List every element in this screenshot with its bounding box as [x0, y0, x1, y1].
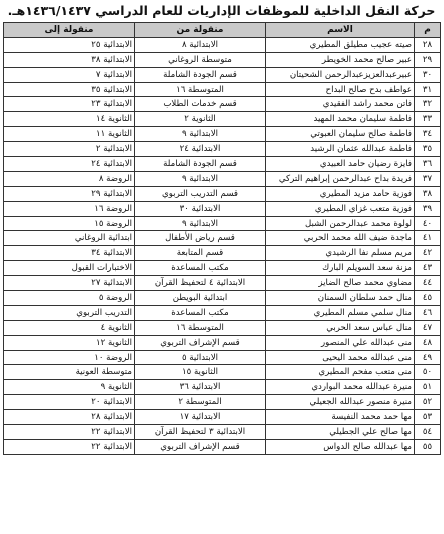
employee-name: مزنة سعد السويلم البارك: [266, 261, 415, 276]
transferred-from: مكتب المساعدة: [135, 305, 266, 320]
row-number: ٢٨: [415, 37, 441, 52]
row-number: ٥٤: [415, 425, 441, 440]
transferred-from: ابتدائية البويطن: [135, 291, 266, 306]
transferred-from: قسم التدريب التربوي: [135, 186, 266, 201]
table-row: [4, 410, 441, 425]
transferred-to: الابتدائية ٢: [4, 142, 135, 157]
transferred-from: قسم رياض الأطفال: [135, 231, 266, 246]
employee-name: عبير صالح محمد الخويطر: [266, 52, 415, 67]
table-row: [4, 320, 441, 335]
transferred-to: الابتدائية ٣٨: [4, 52, 135, 67]
row-number: ٥٢: [415, 395, 441, 410]
transferred-from: الابتدائية ٨: [135, 37, 266, 52]
transferred-to: الابتدائية ٢٢: [4, 439, 135, 454]
employee-name: منيرة عبدالله محمد البواردي: [266, 380, 415, 395]
row-number: ٢٩: [415, 52, 441, 67]
table-row: [4, 127, 441, 142]
transferred-from: المتوسطة ١٦: [135, 82, 266, 97]
row-number: ٤٢: [415, 246, 441, 261]
employee-name: فاطمة سليمان محمد المهيد: [266, 112, 415, 127]
transferred-from: مكتب المساعدة: [135, 261, 266, 276]
row-number: ٤٩: [415, 350, 441, 365]
employee-name: فاطمة عبدالله عثمان الرشيد: [266, 142, 415, 157]
transferred-to: الروضة ١٥: [4, 216, 135, 231]
row-number: ٤٧: [415, 320, 441, 335]
transferred-from: قسم المتابعة: [135, 246, 266, 261]
transfer-table: [3, 22, 441, 455]
table-row: [4, 261, 441, 276]
table-row: [4, 112, 441, 127]
row-number: ٣٢: [415, 97, 441, 112]
row-number: ٤٤: [415, 276, 441, 291]
transferred-to: الثانوية ١١: [4, 127, 135, 142]
transferred-to: الابتدائية ٢٩: [4, 186, 135, 201]
row-number: ٥٥: [415, 439, 441, 454]
transferred-from: متوسطة الروغاني: [135, 52, 266, 67]
transferred-from: الابتدائية ٥: [135, 350, 266, 365]
row-number: ٣٨: [415, 186, 441, 201]
row-number: ٤٦: [415, 305, 441, 320]
row-number: ٥١: [415, 380, 441, 395]
employee-name: فايزة رضيان حامد العبيدي: [266, 157, 415, 172]
table-row: [4, 246, 441, 261]
table-row: [4, 142, 441, 157]
transferred-from: قسم الجودة الشاملة: [135, 157, 266, 172]
row-number: ٣٩: [415, 201, 441, 216]
employee-name: مها صالح علي الجطيلي: [266, 425, 415, 440]
table-row: [4, 37, 441, 52]
transferred-from: المتوسطة ٢: [135, 395, 266, 410]
transferred-to: الروضة ٨: [4, 171, 135, 186]
transferred-to: الابتدائية ٢٠: [4, 395, 135, 410]
row-number: ٤٥: [415, 291, 441, 306]
table-row: [4, 82, 441, 97]
row-number: ٤١: [415, 231, 441, 246]
table-row: [4, 291, 441, 306]
employee-name: منى عبدالله علي المنصور: [266, 335, 415, 350]
table-row: [4, 171, 441, 186]
transferred-from: الثانوية ٢: [135, 112, 266, 127]
table-row: [4, 276, 441, 291]
employee-name: عواطف بدح صالح البداح: [266, 82, 415, 97]
table-row: [4, 201, 441, 216]
employee-name: عبيرعبدالعزيزعبدالرحمن الشحيتان: [266, 67, 415, 82]
transferred-to: الابتدائية ٣٤: [4, 246, 135, 261]
row-number: ٣٣: [415, 112, 441, 127]
transferred-to: الاختبارات القبول: [4, 261, 135, 276]
row-number: ٥٠: [415, 365, 441, 380]
row-number: ٣١: [415, 82, 441, 97]
table-row: [4, 97, 441, 112]
table-row: [4, 365, 441, 380]
employee-name: لولوة محمد عبدالرحمن الشبل: [266, 216, 415, 231]
row-number: ٣٧: [415, 171, 441, 186]
row-number: ٣٤: [415, 127, 441, 142]
table-row: [4, 425, 441, 440]
table-body: [4, 37, 441, 454]
transferred-to: الثانوية ١٢: [4, 335, 135, 350]
transferred-to: الابتدائية ٢٨: [4, 410, 135, 425]
employee-name: منال سلمي مسلم المطيري: [266, 305, 415, 320]
transferred-to: التدريب التربوي: [4, 305, 135, 320]
row-number: ٣٥: [415, 142, 441, 157]
employee-name: صيته عجيب مطيلق المطيري: [266, 37, 415, 52]
table-row: [4, 305, 441, 320]
transferred-from: الابتدائية ١٧: [135, 410, 266, 425]
table-row: [4, 395, 441, 410]
row-number: ٤٣: [415, 261, 441, 276]
transferred-to: الروضة ١٠: [4, 350, 135, 365]
employee-name: مها حمد محمد النفيسة: [266, 410, 415, 425]
table-row: [4, 52, 441, 67]
table-row: [4, 439, 441, 454]
transferred-from: الابتدائية ٩: [135, 216, 266, 231]
transferred-from: قسم الإشراف التربوي: [135, 439, 266, 454]
row-number: ٥٣: [415, 410, 441, 425]
table-row: [4, 186, 441, 201]
transferred-from: الابتدائية ٢٤: [135, 142, 266, 157]
employee-name: منال حمد سلطان السمنان: [266, 291, 415, 306]
transferred-from: الابتدائية ٣٦: [135, 380, 266, 395]
transferred-to: الابتدائية ٣٥: [4, 82, 135, 97]
transferred-from: الابتدائية ٣٠: [135, 201, 266, 216]
table-row: [4, 335, 441, 350]
transferred-to: الثانوية ٤: [4, 320, 135, 335]
document-title: حركة النقل الداخلية للموظفات الإداريات للعام الدراسي ١٤٣٦/١٤٣٧هـ.: [7, 3, 436, 18]
header-transferred-from: منقولة من: [135, 23, 266, 38]
transferred-from: المتوسطة ١٦: [135, 320, 266, 335]
header-name: الاسم: [266, 23, 415, 38]
employee-name: فاطمة صالح سليمان العبوتي: [266, 127, 415, 142]
transferred-to: الابتدائية ٢٣: [4, 97, 135, 112]
transferred-from: الابتدائية ٩: [135, 127, 266, 142]
employee-name: منى متعب مفحم المطيري: [266, 365, 415, 380]
row-number: ٣٠: [415, 67, 441, 82]
transferred-to: ابتدائية الروغاني: [4, 231, 135, 246]
transferred-to: الثانوية ٩: [4, 380, 135, 395]
transferred-from: قسم خدمات الطلاب: [135, 97, 266, 112]
table-row: [4, 157, 441, 172]
employee-name: مريم مسلم نفا الرشيدي: [266, 246, 415, 261]
employee-name: منيرة منصور عبدالله الجعيلي: [266, 395, 415, 410]
transferred-from: قسم الإشراف التربوي: [135, 335, 266, 350]
transferred-to: الابتدائية ٢٢: [4, 425, 135, 440]
transferred-from: قسم الجودة الشاملة: [135, 67, 266, 82]
table-row: [4, 231, 441, 246]
transferred-from: الابتدائية ٤ لتحفيظ القرآن: [135, 276, 266, 291]
transferred-to: متوسطة العونية: [4, 365, 135, 380]
transferred-to: الابتدائية ٢٧: [4, 276, 135, 291]
employee-name: مضاوي محمد صالح الضايز: [266, 276, 415, 291]
transferred-from: الابتدائية ٩: [135, 171, 266, 186]
table-row: [4, 350, 441, 365]
header-number: م: [415, 23, 441, 38]
employee-name: مها عبدالله صالح الدواس: [266, 439, 415, 454]
transferred-to: الابتدائية ٧: [4, 67, 135, 82]
transferred-from: الثانوية ١٥: [135, 365, 266, 380]
employee-name: فوزية متعب غزاي المطيري: [266, 201, 415, 216]
table-row: [4, 67, 441, 82]
transferred-from: الابتدائية ٣ لتحفيظ القرآن: [135, 425, 266, 440]
employee-name: فوزية حامد مزيد المطيري: [266, 186, 415, 201]
row-number: ٣٦: [415, 157, 441, 172]
table-header-row: [4, 23, 441, 38]
row-number: ٤٨: [415, 335, 441, 350]
employee-name: فاتن محمد راشد الفقيدي: [266, 97, 415, 112]
row-number: ٤٠: [415, 216, 441, 231]
transferred-to: الروضة ٥: [4, 291, 135, 306]
table-row: [4, 380, 441, 395]
employee-name: منى عبدالله محمد اليحيى: [266, 350, 415, 365]
employee-name: منال عباس سعد الحربي: [266, 320, 415, 335]
transferred-to: الثانوية ١٤: [4, 112, 135, 127]
transferred-to: الابتدائية ٢٥: [4, 37, 135, 52]
employee-name: ماجدة ضيف الله محمد الحربي: [266, 231, 415, 246]
employee-name: فريدة بداح عبدالرحمن إبراهيم التركي: [266, 171, 415, 186]
header-transferred-to: منقولة إلى: [4, 23, 135, 38]
transferred-to: الروضة ١٦: [4, 201, 135, 216]
table-row: [4, 216, 441, 231]
transferred-to: الابتدائية ٢٤: [4, 157, 135, 172]
